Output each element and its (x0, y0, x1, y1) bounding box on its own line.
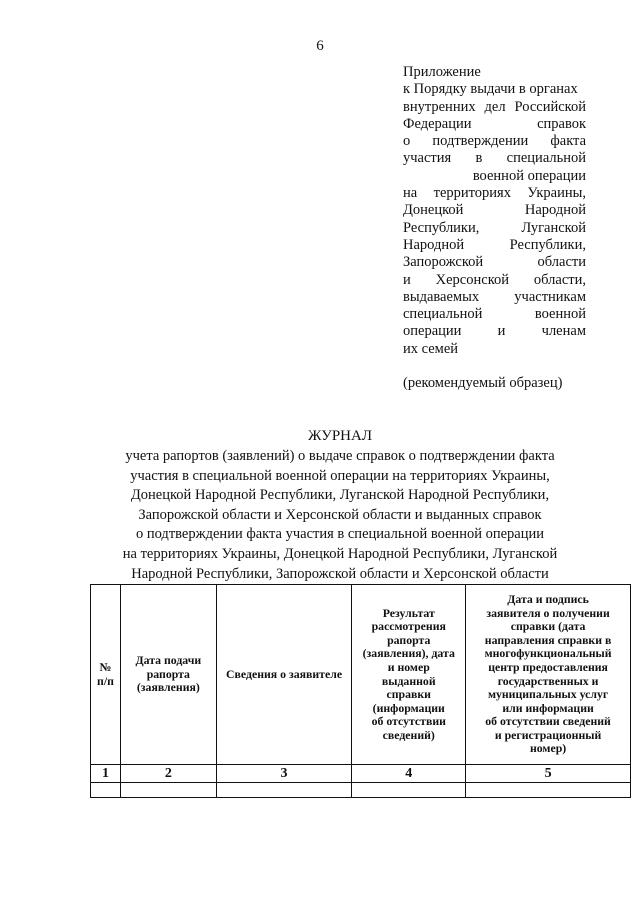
appendix-line: выдаваемых участникам (403, 288, 586, 305)
journal-subtitle (90, 447, 590, 584)
header-cell-date: Дата подачи рапорта (заявления) (120, 585, 216, 765)
header-cell-result: Результат рассмотрения рапорта (заявления), дата и номер выданной справки (информации об отсутствии сведений) (352, 585, 466, 765)
header-cell-receipt: Дата и подпись заявителя о получении справки (дата направления справки в многофункциональный центр предоставления государственных и муниципальных услуг или информации об отсутствии сведений и регистрационный номер) (466, 585, 631, 765)
table-cell[interactable] (120, 783, 216, 798)
appendix-line: специальной военной (403, 306, 586, 323)
appendix-line: Приложение (403, 64, 481, 80)
table-cell[interactable] (352, 783, 466, 798)
journal-title: ЖУРНАЛ (307, 428, 373, 444)
table-cell[interactable] (466, 783, 631, 798)
appendix-block (403, 64, 586, 358)
sample-note: (рекомендуемый образец) (403, 375, 563, 391)
column-number-cell: 2 (120, 765, 216, 783)
appendix-line: Республики, Луганской (403, 219, 586, 236)
page-number: 6 (316, 38, 324, 54)
appendix-line: Донецкой Народной (403, 202, 586, 219)
header-cell-number: № п/п (91, 585, 121, 765)
appendix-line: операции и членам (403, 323, 586, 340)
journal-table (90, 584, 631, 798)
column-number-cell: 1 (91, 765, 121, 783)
appendix-line: к Порядку выдачи в органах (403, 81, 578, 98)
table-cell[interactable] (91, 783, 121, 798)
table-header-row (91, 585, 631, 765)
appendix-line: и Херсонской области, (403, 271, 586, 288)
journal-subtitle-line: Народной Республики, Запорожской области и Херсонской области (131, 565, 549, 582)
appendix-line: Федерации справок (403, 115, 586, 132)
appendix-line: военной операции (472, 167, 586, 184)
column-number-cell: 3 (216, 765, 352, 783)
table-column-number-row (91, 765, 631, 783)
appendix-line: на территориях Украины, (403, 185, 586, 202)
appendix-line: о подтверждении факта (403, 133, 586, 150)
journal-subtitle-line: участия в специальной военной операции на территориях Украины, (130, 467, 550, 484)
journal-subtitle-line: Запорожской области и Херсонской области и выданных справок (138, 506, 542, 523)
column-number-cell: 4 (352, 765, 466, 783)
table-cell[interactable] (216, 783, 352, 798)
journal-subtitle-line: на территориях Украины, Донецкой Народной Республики, Луганской (122, 545, 558, 562)
table-row (91, 783, 631, 798)
appendix-line: Народной Республики, (403, 236, 586, 253)
appendix-line: участия в специальной (403, 150, 586, 167)
appendix-line: Запорожской области (403, 254, 586, 271)
column-number-cell: 5 (466, 765, 631, 783)
appendix-line: их семей (403, 340, 459, 357)
header-cell-applicant: Сведения о заявителе (216, 585, 352, 765)
journal-subtitle-line: Донецкой Народной Республики, Луганской Народной Республики, (130, 487, 550, 504)
appendix-line: внутренних дел Российской (403, 98, 586, 115)
journal-subtitle-line: учета рапортов (заявлений) о выдаче справок о подтверждении факта (125, 448, 555, 464)
journal-subtitle-line: о подтверждении факта участия в специальной военной операции (135, 526, 545, 543)
